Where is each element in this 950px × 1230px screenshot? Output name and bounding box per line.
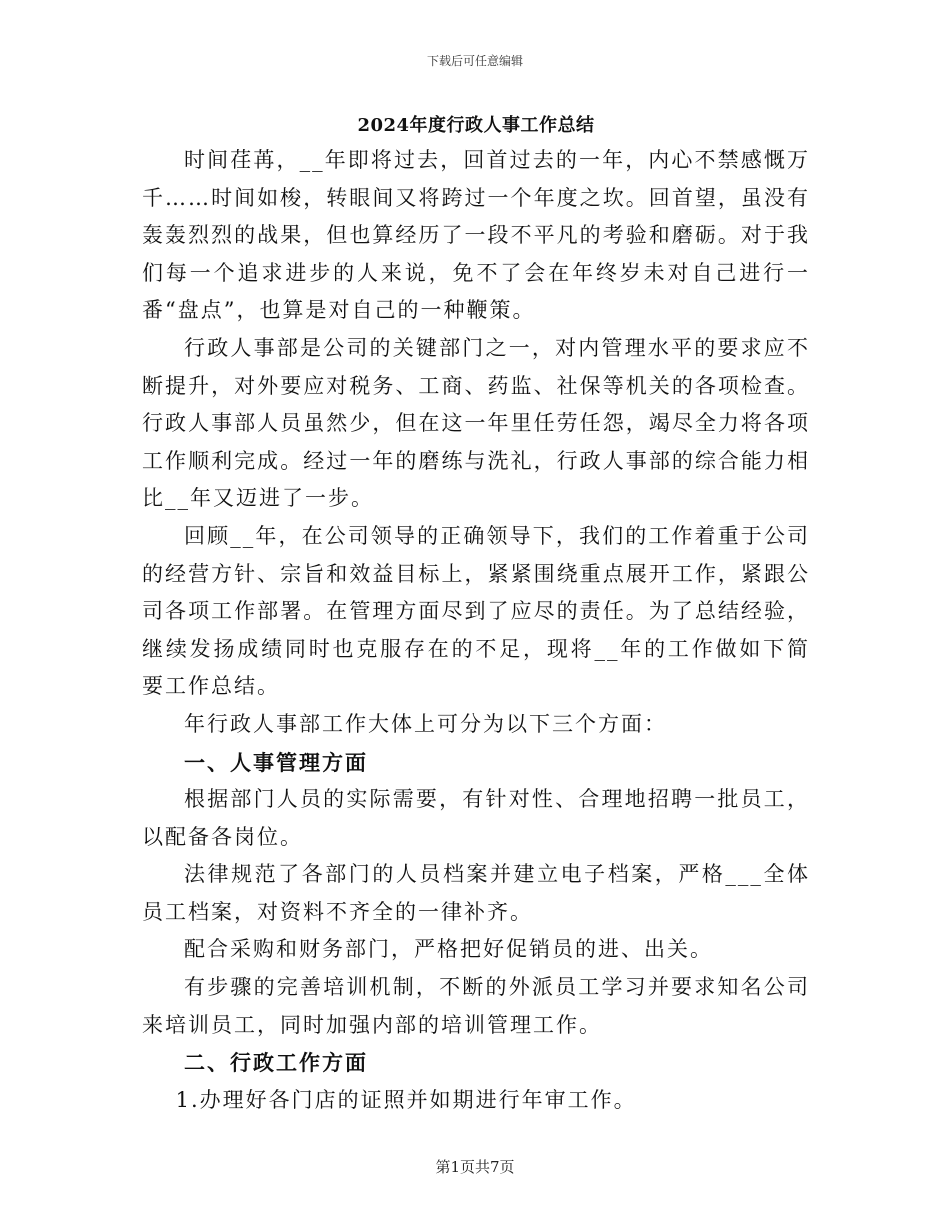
paragraph-training: 有步骤的完善培训机制，不断的外派员工学习并要求知名公司来培训员工，同时加强内部的培训管理工作。 (142, 975, 810, 1037)
header-note: 下载后可任意编辑 (426, 54, 523, 68)
list-item-licenses: 1.办理好各门店的证照并如期进行年审工作。 (175, 1087, 637, 1112)
paragraph-archives: 法律规范了各部门的人员档案并建立电子档案，严格___全体员工档案，对资料不齐全的一律补齐。 (142, 862, 810, 924)
document-title: 2024年度行政人事工作总结 (357, 115, 595, 136)
page-footer: 第1页共7页 (435, 1158, 515, 1176)
paragraph-overview: 年行政人事部工作大体上可分为以下三个方面： (184, 711, 667, 736)
section-heading-hr: 一、人事管理方面 (184, 749, 368, 775)
paragraph-recruitment: 根据部门人员的实际需要，有针对性、合理地招聘一批员工，以配备各岗位。 (142, 787, 810, 849)
paragraph-review: 回顾__年，在公司领导的正确领导下，我们的工作着重于公司的经营方针、宗旨和效益目标上，紧紧围绕重点展开工作，紧跟公司各项工作部署。在管理方面尽到了应尽的责任。为了总结经验，继续发扬成绩同时也克服存在的不足，现将__年的工作做如下简要工作总结。 (142, 523, 810, 699)
paragraph-department: 行政人事部是公司的关键部门之一，对内管理水平的要求应不断提升，对外要应对税务、工商、药监、社保等机关的各项检查。行政人事部人员虽然少，但在这一年里任劳任怨，竭尽全力将各项工作顺利完成。经过一年的磨练与洗礼，行政人事部的综合能力相比__年又迈进了一步。 (142, 335, 810, 511)
document-body (142, 112, 810, 1119)
paragraph-intro: 时间荏苒，__年即将过去，回首过去的一年，内心不禁感慨万千……时间如梭，转眼间又将跨过一个年度之坎。回首望，虽没有轰轰烈烈的战果，但也算经历了一段不平凡的考验和磨砺。对于我们每一个追求进步的人来说，免不了会在年终岁未对自己进行一番“盘点”，也算是对自己的一种鞭策。 (142, 148, 810, 323)
paragraph-procurement: 配合采购和财务部门，严格把好促销员的进、出关。 (184, 937, 713, 962)
section-heading-admin: 二、行政工作方面 (184, 1050, 368, 1076)
